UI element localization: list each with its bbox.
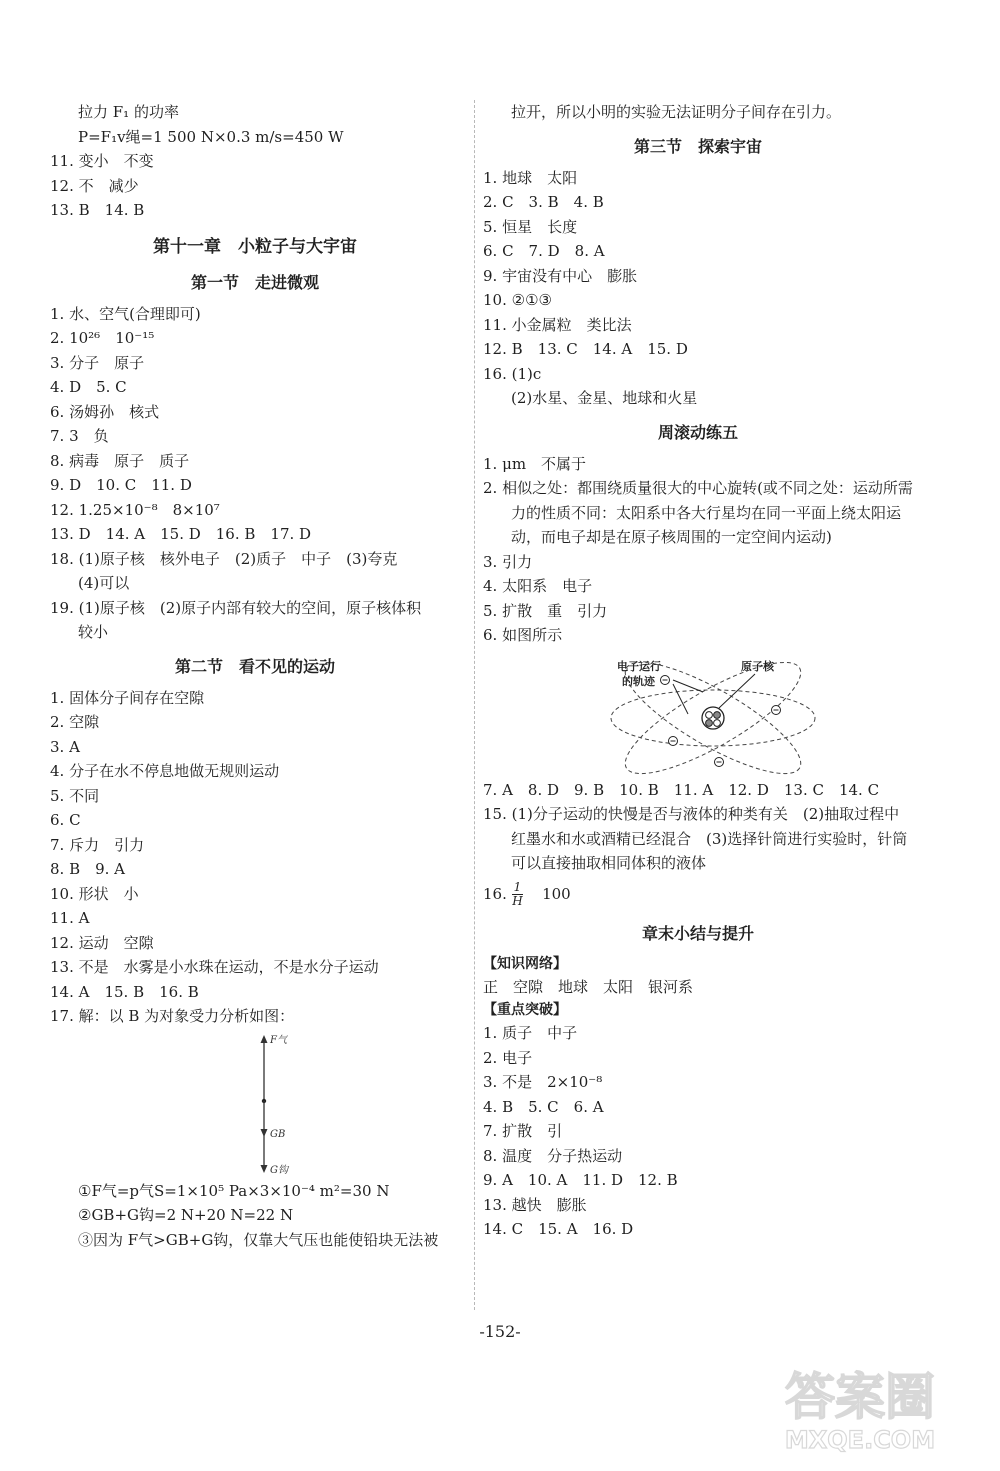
answer-value: 100	[542, 884, 571, 903]
answer-line: 12. 不 减少	[50, 176, 139, 195]
right-column	[483, 100, 913, 1242]
pointer-line	[673, 680, 703, 692]
force-label-gb: GB	[270, 1128, 286, 1140]
answer-line: 5. 扩散 重 引力	[483, 601, 608, 620]
chapter-title: 第十一章 小粒子与大宇宙	[153, 236, 357, 257]
answer-line: 4. D 5. C	[50, 378, 127, 396]
arrow-head-icon	[261, 1035, 268, 1043]
fraction	[512, 881, 524, 908]
answer-line: 12. 运动 空隙	[50, 933, 154, 952]
answer-line: 7. A 8. D 9. B 10. B 11. A 12. D 13. C 14. C	[483, 780, 880, 799]
pointer-line	[673, 684, 688, 714]
answer-line: 13. 不是 水雾是小水珠在运动，不是水分子运动	[50, 958, 379, 976]
section-title: 第三节 探索宇宙	[633, 136, 762, 156]
answer-line: 9. A 10. A 11. D 12. B	[483, 1171, 678, 1189]
force-diagram-svg	[50, 1029, 460, 1179]
page-number: -152-	[479, 1322, 521, 1341]
section-title: 第二节 看不见的运动	[174, 656, 335, 676]
weekly-answers-continued	[483, 778, 913, 912]
answer-line: 2. C 3. B 4. B	[483, 193, 604, 211]
answer-line: (4)可以	[78, 574, 130, 592]
answer-line: 1. 质子 中子	[483, 1024, 578, 1042]
answer-line: 4. B 5. C 6. A	[483, 1097, 604, 1116]
solution-line: ②GB+G钩=2 N+20 N=22 N	[78, 1206, 294, 1224]
answer-line: 12. B 13. C 14. A 15. D	[483, 340, 688, 358]
answer-line: 6. 如图所示	[483, 626, 563, 644]
section-1-answers	[50, 302, 460, 645]
text-line: 拉力 F₁ 的功率	[78, 103, 179, 121]
answer-line: 14. C 15. A 16. D	[483, 1220, 634, 1238]
answer-line: 12. 1.25×10⁻⁸ 8×10⁷	[50, 500, 220, 519]
answer-line: 3. 不是 2×10⁻⁸	[483, 1073, 603, 1091]
answer-line: 5. 恒星 长度	[483, 217, 578, 236]
answer-line: 11. 变小 不变	[50, 152, 154, 170]
answer-line: (2)水星、金星、地球和火星	[511, 389, 698, 407]
section-3-answers	[483, 166, 913, 411]
watermark-text: 答案圈	[785, 1368, 935, 1426]
answer-line: 10. 形状 小	[50, 884, 139, 903]
answer-line: 17. 解：以 B 为对象受力分析如图：	[50, 1007, 295, 1025]
section-title: 章末小结与提升	[641, 923, 754, 943]
arrow-head-icon	[261, 1165, 268, 1173]
answer-line: 8. 病毒 原子 质子	[50, 451, 190, 470]
nucleus-label: 原子核	[741, 659, 774, 673]
answer-line: 11. A	[50, 909, 90, 927]
arrow-head-icon	[261, 1129, 268, 1137]
answer-line: 2. 电子	[483, 1048, 533, 1067]
atom-model-diagram	[483, 648, 913, 778]
knowledge-tag: 【知识网络】	[483, 955, 567, 972]
proton-icon	[706, 711, 713, 718]
watermark-logo	[750, 1356, 970, 1456]
force-label-gg: G钩	[270, 1164, 288, 1176]
answer-line: 6. C 7. D 8. A	[483, 242, 605, 260]
column-divider	[474, 100, 475, 1310]
answer-line: 1. 地球 太阳	[483, 168, 578, 187]
focus-tag: 【重点突破】	[483, 1002, 567, 1018]
proton-icon	[714, 719, 721, 726]
answer-line: 16. (1)c	[483, 364, 542, 383]
fraction-denominator: H	[512, 894, 523, 908]
section-title: 第一节 走进微观	[190, 272, 319, 292]
answer-line: 9. 宇宙没有中心 膨胀	[483, 266, 638, 285]
nucleus-icon	[702, 707, 724, 729]
answer-line: 5. 不同	[50, 786, 100, 805]
text-line: P=F₁v绳=1 500 N×0.3 m/s=450 W	[78, 127, 344, 146]
answer-line: 11. 小金属粒 类比法	[483, 315, 632, 334]
section-2-answers	[50, 686, 460, 1029]
solution-line: ①F气=p气S=1×10⁵ Pa×3×10⁻⁴ m²=30 N	[78, 1181, 390, 1200]
orbit-label-1: 电子运行	[617, 659, 661, 673]
answer-line: 6. C	[50, 811, 81, 829]
answer-line: 7. 扩散 引	[483, 1122, 563, 1140]
orbit-label-2: 的轨迹	[622, 674, 655, 688]
force-diagram	[50, 1029, 460, 1179]
solution-line: ③因为 F气>GB+G钩，仅靠大气压也能使铅块无法被	[78, 1230, 439, 1249]
answer-number: 16.	[483, 884, 507, 903]
atom-model-svg	[483, 648, 913, 778]
answer-line: 19. (1)原子核 (2)原子内部有较大的空间，原子核体积	[50, 598, 422, 617]
answer-paragraph: 2. 相似之处：都围绕质量很大的中心旋转(或不同之处：运动所需力的性质不同：太阳系中各大行星均在同一平面上绕太阳运动，而电子却是在原子核周围的一定空间内运动)	[483, 479, 913, 546]
answer-line: 3. 引力	[483, 552, 533, 571]
continued-line: 拉开，所以小明的实验无法证明分子间存在引力。	[511, 103, 842, 121]
answer-line: 1. μm 不属于	[483, 454, 587, 473]
answer-line: 4. 太阳系 电子	[483, 577, 593, 595]
answer-line: 9. D 10. C 11. D	[50, 476, 192, 494]
answer-line: 1. 固体分子间存在空隙	[50, 688, 205, 707]
pointer-line	[719, 674, 755, 708]
answer-line: 正 空隙 地球 太阳 银河系	[483, 977, 694, 996]
question-17-solution	[50, 1179, 460, 1253]
answer-line: 2. 空隙	[50, 713, 100, 731]
left-column	[50, 100, 460, 1252]
neutron-icon	[706, 719, 713, 726]
answer-line: 14. A 15. B 16. B	[50, 982, 199, 1001]
answer-line: 7. 斥力 引力	[50, 835, 145, 854]
answer-line: 6. 汤姆孙 核式	[50, 402, 160, 421]
answer-line: 较小	[78, 623, 109, 641]
answer-line: 2. 10²⁶ 10⁻¹⁵	[50, 329, 155, 347]
force-label-f: F气	[270, 1034, 287, 1046]
neutron-icon	[714, 711, 721, 718]
section-title: 周滚动练五	[657, 422, 738, 442]
answer-line: 18. (1)原子核 核外电子 (2)质子 中子 (3)夸克	[50, 549, 398, 568]
answer-line: 13. 越快 膨胀	[483, 1195, 587, 1214]
answer-line: 3. 分子 原子	[50, 353, 145, 372]
answer-paragraph: 15. (1)分子运动的快慢是否与液体的种类有关 (2)抽取过程中红墨水和水或酒精已经混合 (3)选择针筒进行实验时，针筒可以直接抽取相同体积的液体	[483, 805, 908, 872]
answer-line: 4. 分子在水不停息地做无规则运动	[50, 762, 280, 780]
fraction-numerator: 1	[513, 880, 522, 894]
answer-line: 10. ②①③	[483, 291, 552, 309]
answer-line: 3. A	[50, 737, 80, 756]
answer-line: 8. B 9. A	[50, 860, 126, 878]
answer-line-fraction	[483, 876, 913, 912]
left-top-lines	[50, 100, 460, 223]
watermark-url: MXQE.COM	[784, 1426, 936, 1454]
answer-line: 7. 3 负	[50, 427, 109, 445]
answer-line: 1. 水、空气(合理即可)	[50, 304, 201, 323]
answer-line: 13. B 14. B	[50, 201, 145, 219]
weekly-answers	[483, 452, 913, 648]
answer-line: 13. D 14. A 15. D 16. B 17. D	[50, 525, 312, 543]
summary-content	[483, 953, 913, 1242]
answer-line: 8. 温度 分子热运动	[483, 1146, 623, 1165]
